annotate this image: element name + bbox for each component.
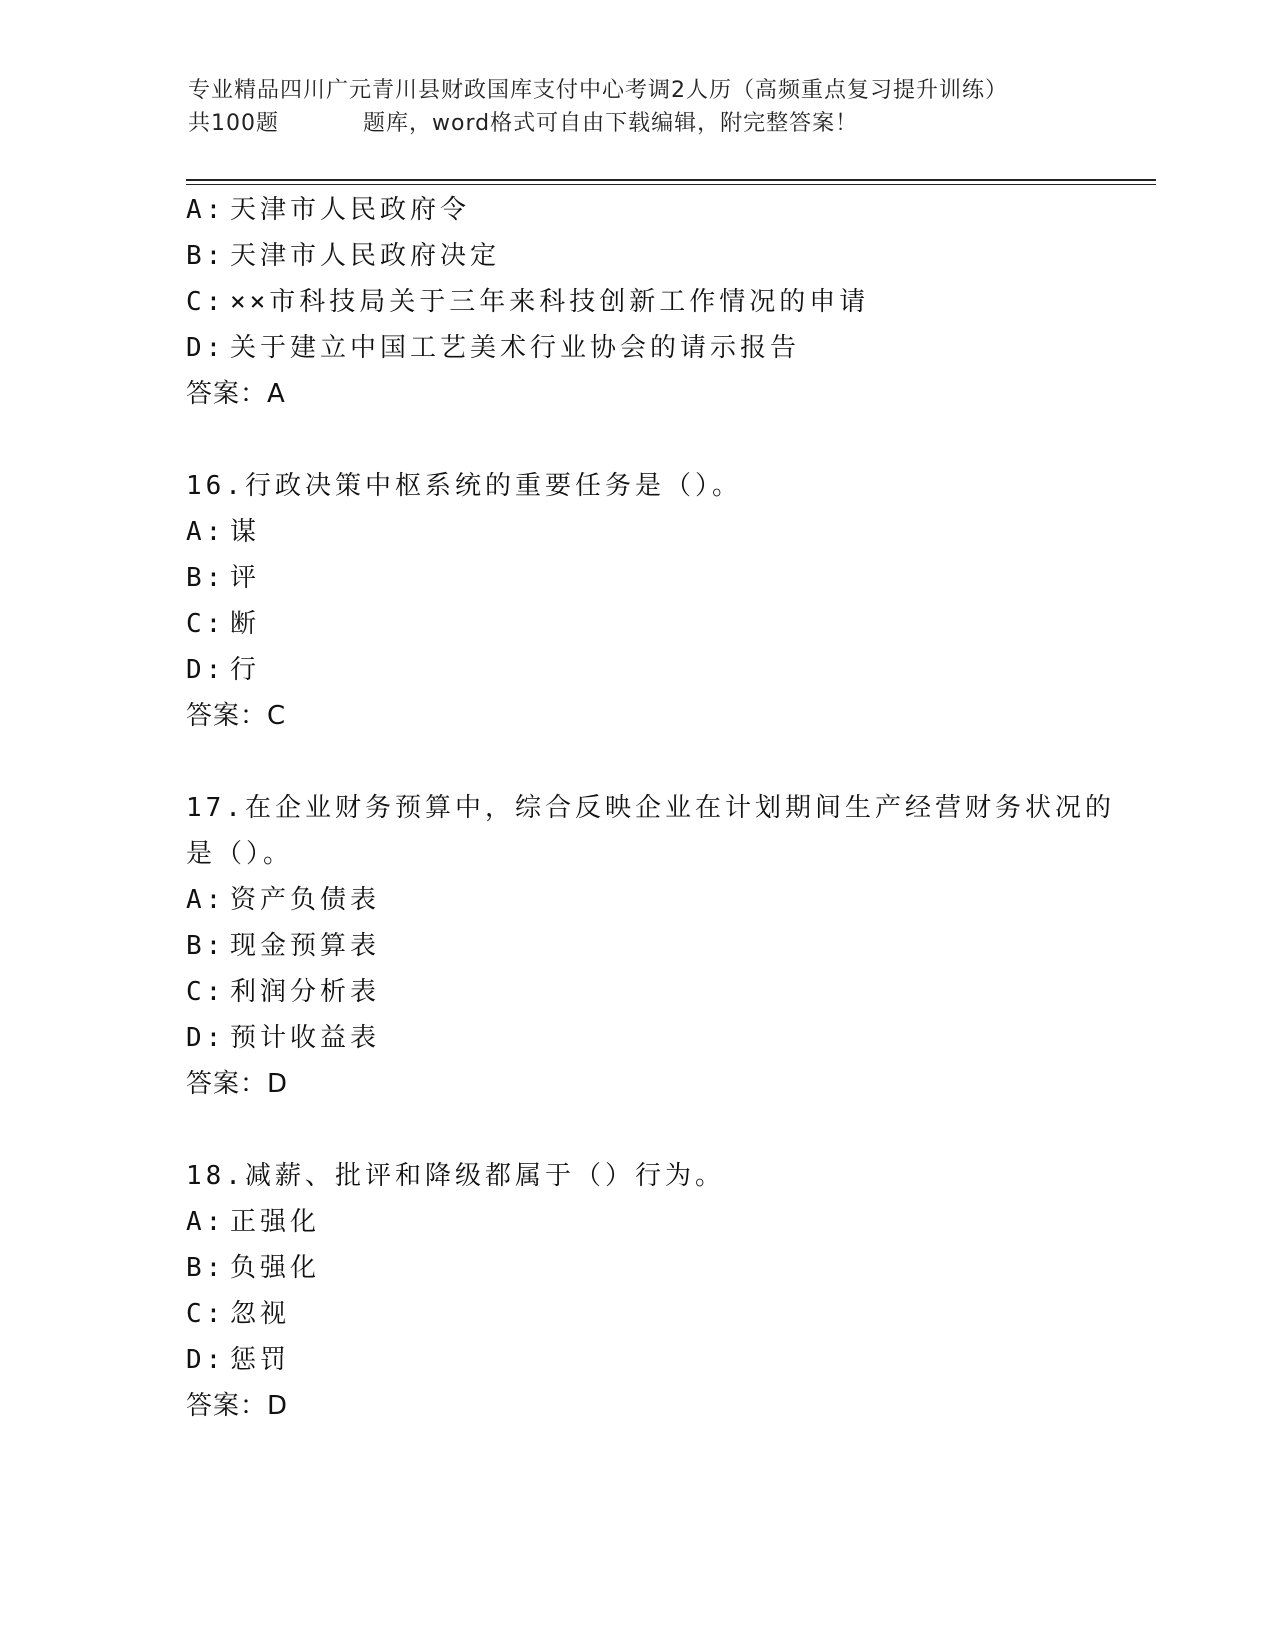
header-divider-thin [186,184,1156,185]
option-key: A: [186,517,226,547]
header-question-count: 共100题 [188,111,279,136]
option-text: 评 [230,563,261,593]
option-row [186,555,1146,601]
question-stem-continuation: 是（）。 [186,839,294,869]
answer-line: 答案：A [186,379,286,409]
header-divider-thick [186,179,1156,181]
question-spacer [186,417,1146,463]
question-spacer [186,739,1146,785]
option-row [186,647,1146,693]
question-spacer [186,1107,1146,1153]
option-key: D: [186,1023,226,1053]
option-key: C: [186,1299,226,1329]
option-text: 断 [230,609,261,639]
option-key: A: [186,885,226,915]
option-text: ××市科技局关于三年来科技创新工作情况的申请 [230,287,870,317]
option-text: 资产负债表 [230,885,381,915]
question-stem: 16.行政决策中枢系统的重要任务是（）。 [186,471,742,501]
option-row [186,325,1146,371]
option-text: 正强化 [230,1207,321,1237]
option-text: 谋 [230,517,261,547]
question-stem: 17.在企业财务预算中，综合反映企业在计划期间生产经营财务状况的 [186,793,1115,823]
option-row [186,1245,1146,1291]
option-row [186,969,1146,1015]
answer-line: 答案：C [186,701,287,731]
option-row [186,923,1146,969]
option-row [186,1199,1146,1245]
answer-line: 答案：D [186,1391,289,1421]
option-key: D: [186,333,226,363]
option-text: 利润分析表 [230,977,381,1007]
option-text: 关于建立中国工艺美术行业协会的请示报告 [230,333,801,363]
question-list [186,187,1146,1429]
option-row [186,1337,1146,1383]
option-key: A: [186,1207,226,1237]
option-row [186,601,1146,647]
option-row [186,877,1146,923]
option-key: C: [186,977,226,1007]
question-block [186,463,1146,739]
option-text: 天津市人民政府决定 [230,241,501,271]
option-key: A: [186,195,226,225]
option-text: 负强化 [230,1253,321,1283]
document-header [188,74,1088,140]
option-text: 行 [230,655,261,685]
option-row [186,233,1146,279]
option-key: B: [186,563,226,593]
header-description: 题库，word格式可自由下载编辑，附完整答案！ [363,111,859,136]
question-block [186,187,1146,417]
question-stem: 18.减薪、批评和降级都属于（）行为。 [186,1161,725,1191]
option-text: 惩罚 [230,1345,291,1375]
option-row [186,187,1146,233]
question-block [186,785,1146,1107]
option-key: B: [186,241,226,271]
option-row [186,1291,1146,1337]
option-text: 忽视 [230,1299,291,1329]
option-key: C: [186,287,226,317]
option-row [186,509,1146,555]
option-row [186,1015,1146,1061]
option-text: 天津市人民政府令 [230,195,471,225]
option-text: 预计收益表 [230,1023,381,1053]
option-key: B: [186,1253,226,1283]
option-key: D: [186,1345,226,1375]
option-row [186,279,1146,325]
option-key: D: [186,655,226,685]
option-text: 现金预算表 [230,931,381,961]
question-block [186,1153,1146,1429]
header-title-line: 专业精品四川广元青川县财政国库支付中心考调2人历（高频重点复习提升训练） [188,78,1008,103]
answer-line: 答案：D [186,1069,289,1099]
header-subtitle-line [188,107,1088,140]
option-key: B: [186,931,226,961]
option-key: C: [186,609,226,639]
